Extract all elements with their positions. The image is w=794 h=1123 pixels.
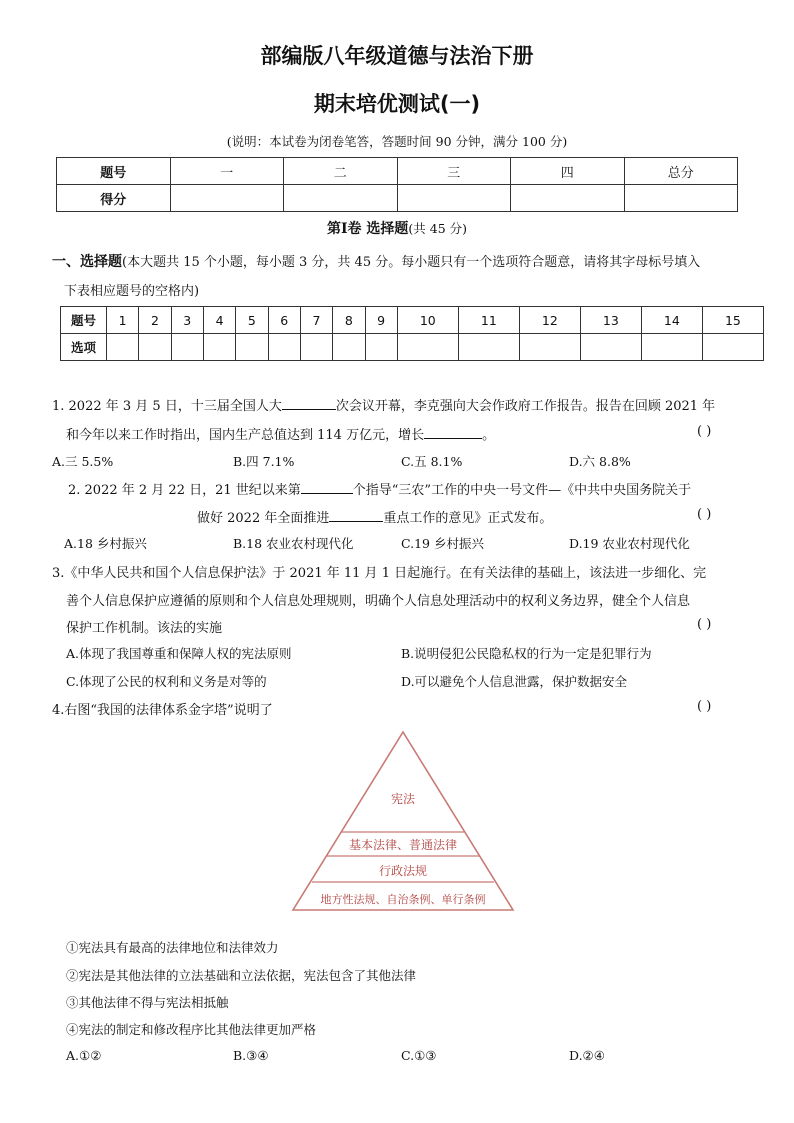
q1-answer-paren: ( )	[697, 424, 712, 439]
score-header-cell: 二	[284, 158, 398, 185]
answer-input-cell[interactable]	[519, 334, 580, 361]
pyramid-level-constitution: 宪法	[390, 792, 416, 806]
q2-blank-1	[301, 481, 353, 494]
q2-text: 重点工作的意见》正式发布。	[383, 511, 553, 526]
answer-input-cell[interactable]	[107, 334, 139, 361]
q1-text: 次会议开幕，李克强向大会作政府工作报告。报告在回顾 2021 年	[335, 399, 716, 414]
answer-input-cell[interactable]	[397, 334, 458, 361]
score-input-cell[interactable]	[397, 185, 511, 212]
part-desc-2: 下表相应题号的空格内)	[64, 284, 200, 299]
score-header-cell: 三	[397, 158, 511, 185]
q1-line2	[66, 424, 495, 443]
answer-input-cell[interactable]	[702, 334, 763, 361]
q3-option-b: B.说明侵犯公民隐私权的行为一定是犯罪行为	[401, 646, 652, 661]
q1-option-c: C.五 8.1%	[401, 454, 463, 469]
answer-input-cell[interactable]	[171, 334, 203, 361]
q4-line1: 4.右图“我国的法律体系金字塔”说明了	[52, 703, 273, 718]
score-header-cell: 四	[511, 158, 625, 185]
q4-option-b: B.③④	[233, 1048, 269, 1063]
q3-line3: 保护工作机制。该法的实施	[66, 621, 223, 636]
q3-answer-paren: ( )	[697, 617, 712, 632]
q4-answer-paren: ( )	[697, 699, 712, 714]
part-desc-1: (本大题共 15 个小题，每小题 3 分，共 45 分。每小题只有一个选项符合题意，请将其字母标号填入	[122, 255, 701, 270]
answer-number-cell: 8	[333, 307, 365, 334]
page-subtitle: 期末培优测试(一)	[313, 92, 481, 116]
answer-input-cell[interactable]	[203, 334, 235, 361]
q4-statement-3: ③其他法律不得与宪法相抵触	[66, 995, 229, 1010]
answer-input-cell[interactable]	[300, 334, 332, 361]
q4-option-c: C.①③	[401, 1048, 437, 1063]
answer-number-cell: 7	[300, 307, 332, 334]
q3-option-a: A.体现了我国尊重和保障人权的宪法原则	[66, 646, 292, 661]
q3-line1: 3.《中华人民共和国个人信息保护法》于 2021 年 11 月 1 日起施行。在有关法律的基础上，该法进一步细化、完	[52, 566, 707, 581]
answer-input-cell[interactable]	[365, 334, 397, 361]
part-label: 一、选择题	[52, 254, 122, 270]
answer-option-row	[61, 334, 764, 361]
part-instructions	[52, 251, 700, 271]
score-input-cell[interactable]	[284, 185, 398, 212]
q1-text: 和今年以来工作时指出，国内生产总值达到 114 万亿元，增长	[66, 428, 425, 443]
answer-number-cell: 4	[203, 307, 235, 334]
answer-number-cell: 14	[641, 307, 702, 334]
answer-table	[60, 306, 764, 361]
section-heading	[0, 218, 794, 238]
q4-option-a: A.①②	[66, 1048, 102, 1063]
q1-option-b: B.四 7.1%	[233, 454, 295, 469]
q1-text: 1. 2022 年 3 月 5 日，十三届全国人大	[52, 399, 282, 414]
answer-number-cell: 13	[580, 307, 641, 334]
pyramid-level-admin-regulations: 行政法规	[378, 864, 428, 878]
score-header-cell: 题号	[57, 158, 171, 185]
q4-statement-2: ②宪法是其他法律的立法基础和立法依据，宪法包含了其他法律	[66, 968, 417, 983]
score-input-cell[interactable]	[624, 185, 738, 212]
answer-number-cell: 12	[519, 307, 580, 334]
answer-number-cell: 5	[236, 307, 268, 334]
pyramid-level-local-regulations: 地方性法规、自治条例、单行条例	[320, 893, 486, 906]
q2-text: 做好 2022 年全面推进	[197, 511, 330, 526]
answer-input-cell[interactable]	[268, 334, 300, 361]
answer-input-cell[interactable]	[333, 334, 365, 361]
q4-statement-1: ①宪法具有最高的法律地位和法律效力	[66, 940, 279, 955]
answer-input-cell[interactable]	[641, 334, 702, 361]
answer-input-cell[interactable]	[580, 334, 641, 361]
q3-line2: 善个人信息保护应遵循的原则和个人信息处理规则，明确个人信息处理活动中的权利义务边界，健全个人信息	[66, 594, 691, 609]
q4-statement-4: ④宪法的制定和修改程序比其他法律更加严格	[66, 1022, 317, 1037]
score-header-cell: 一	[170, 158, 284, 185]
q1-line1	[52, 395, 715, 414]
exam-note: (说明：本试卷为闭卷笔答，答题时间 90 分钟，满分 100 分)	[226, 134, 568, 149]
q3-option-c: C.体现了公民的权利和义务是对等的	[66, 674, 267, 689]
answer-number-cell: 10	[397, 307, 458, 334]
q1-blank-2	[424, 426, 482, 439]
score-input-cell[interactable]	[170, 185, 284, 212]
q2-option-c: C.19 乡村振兴	[401, 536, 484, 551]
pyramid-level-basic-laws: 基本法律、普通法律	[348, 838, 458, 852]
q2-blank-2	[329, 509, 383, 522]
answer-input-cell[interactable]	[458, 334, 519, 361]
answer-input-cell[interactable]	[139, 334, 171, 361]
answer-number-cell: 1	[107, 307, 139, 334]
score-row-label: 得分	[57, 185, 171, 212]
answer-number-cell: 15	[702, 307, 763, 334]
q4-option-d: D.②④	[569, 1048, 605, 1063]
q1-option-d: D.六 8.8%	[569, 454, 631, 469]
answer-number-row	[61, 307, 764, 334]
score-input-cell[interactable]	[511, 185, 625, 212]
law-pyramid-figure	[288, 728, 518, 914]
q2-option-d: D.19 农业农村现代化	[569, 536, 690, 551]
q2-option-a: A.18 乡村振兴	[64, 536, 147, 551]
q2-option-b: B.18 农业农村现代化	[233, 536, 354, 551]
q2-line1	[68, 479, 691, 498]
q2-text: 2. 2022 年 2 月 22 日，21 世纪以来第	[68, 483, 301, 498]
answer-number-cell: 9	[365, 307, 397, 334]
q1-option-a: A.三 5.5%	[52, 454, 114, 469]
answer-input-cell[interactable]	[236, 334, 268, 361]
answer-number-cell: 11	[458, 307, 519, 334]
section-heading-suffix: (共 45 分)	[408, 221, 468, 236]
section-heading-title: 第Ⅰ卷 选择题	[326, 221, 409, 237]
page-title: 部编版八年级道德与法治下册	[260, 44, 534, 68]
q2-answer-paren: ( )	[697, 507, 712, 522]
q2-line2	[197, 507, 552, 526]
q1-text: 。	[482, 428, 496, 443]
score-table	[56, 157, 738, 212]
score-header-cell: 总分	[624, 158, 738, 185]
pyramid-outline	[293, 732, 513, 910]
q2-text: 个指导“三农”工作的中央一号文件—《中共中央国务院关于	[352, 483, 692, 498]
answer-number-cell: 3	[171, 307, 203, 334]
q3-option-d: D.可以避免个人信息泄露，保护数据安全	[401, 674, 628, 689]
q1-blank-1	[282, 397, 336, 410]
answer-number-cell: 2	[139, 307, 171, 334]
answer-row-label: 选项	[61, 334, 107, 361]
answer-row-label: 题号	[61, 307, 107, 334]
answer-number-cell: 6	[268, 307, 300, 334]
